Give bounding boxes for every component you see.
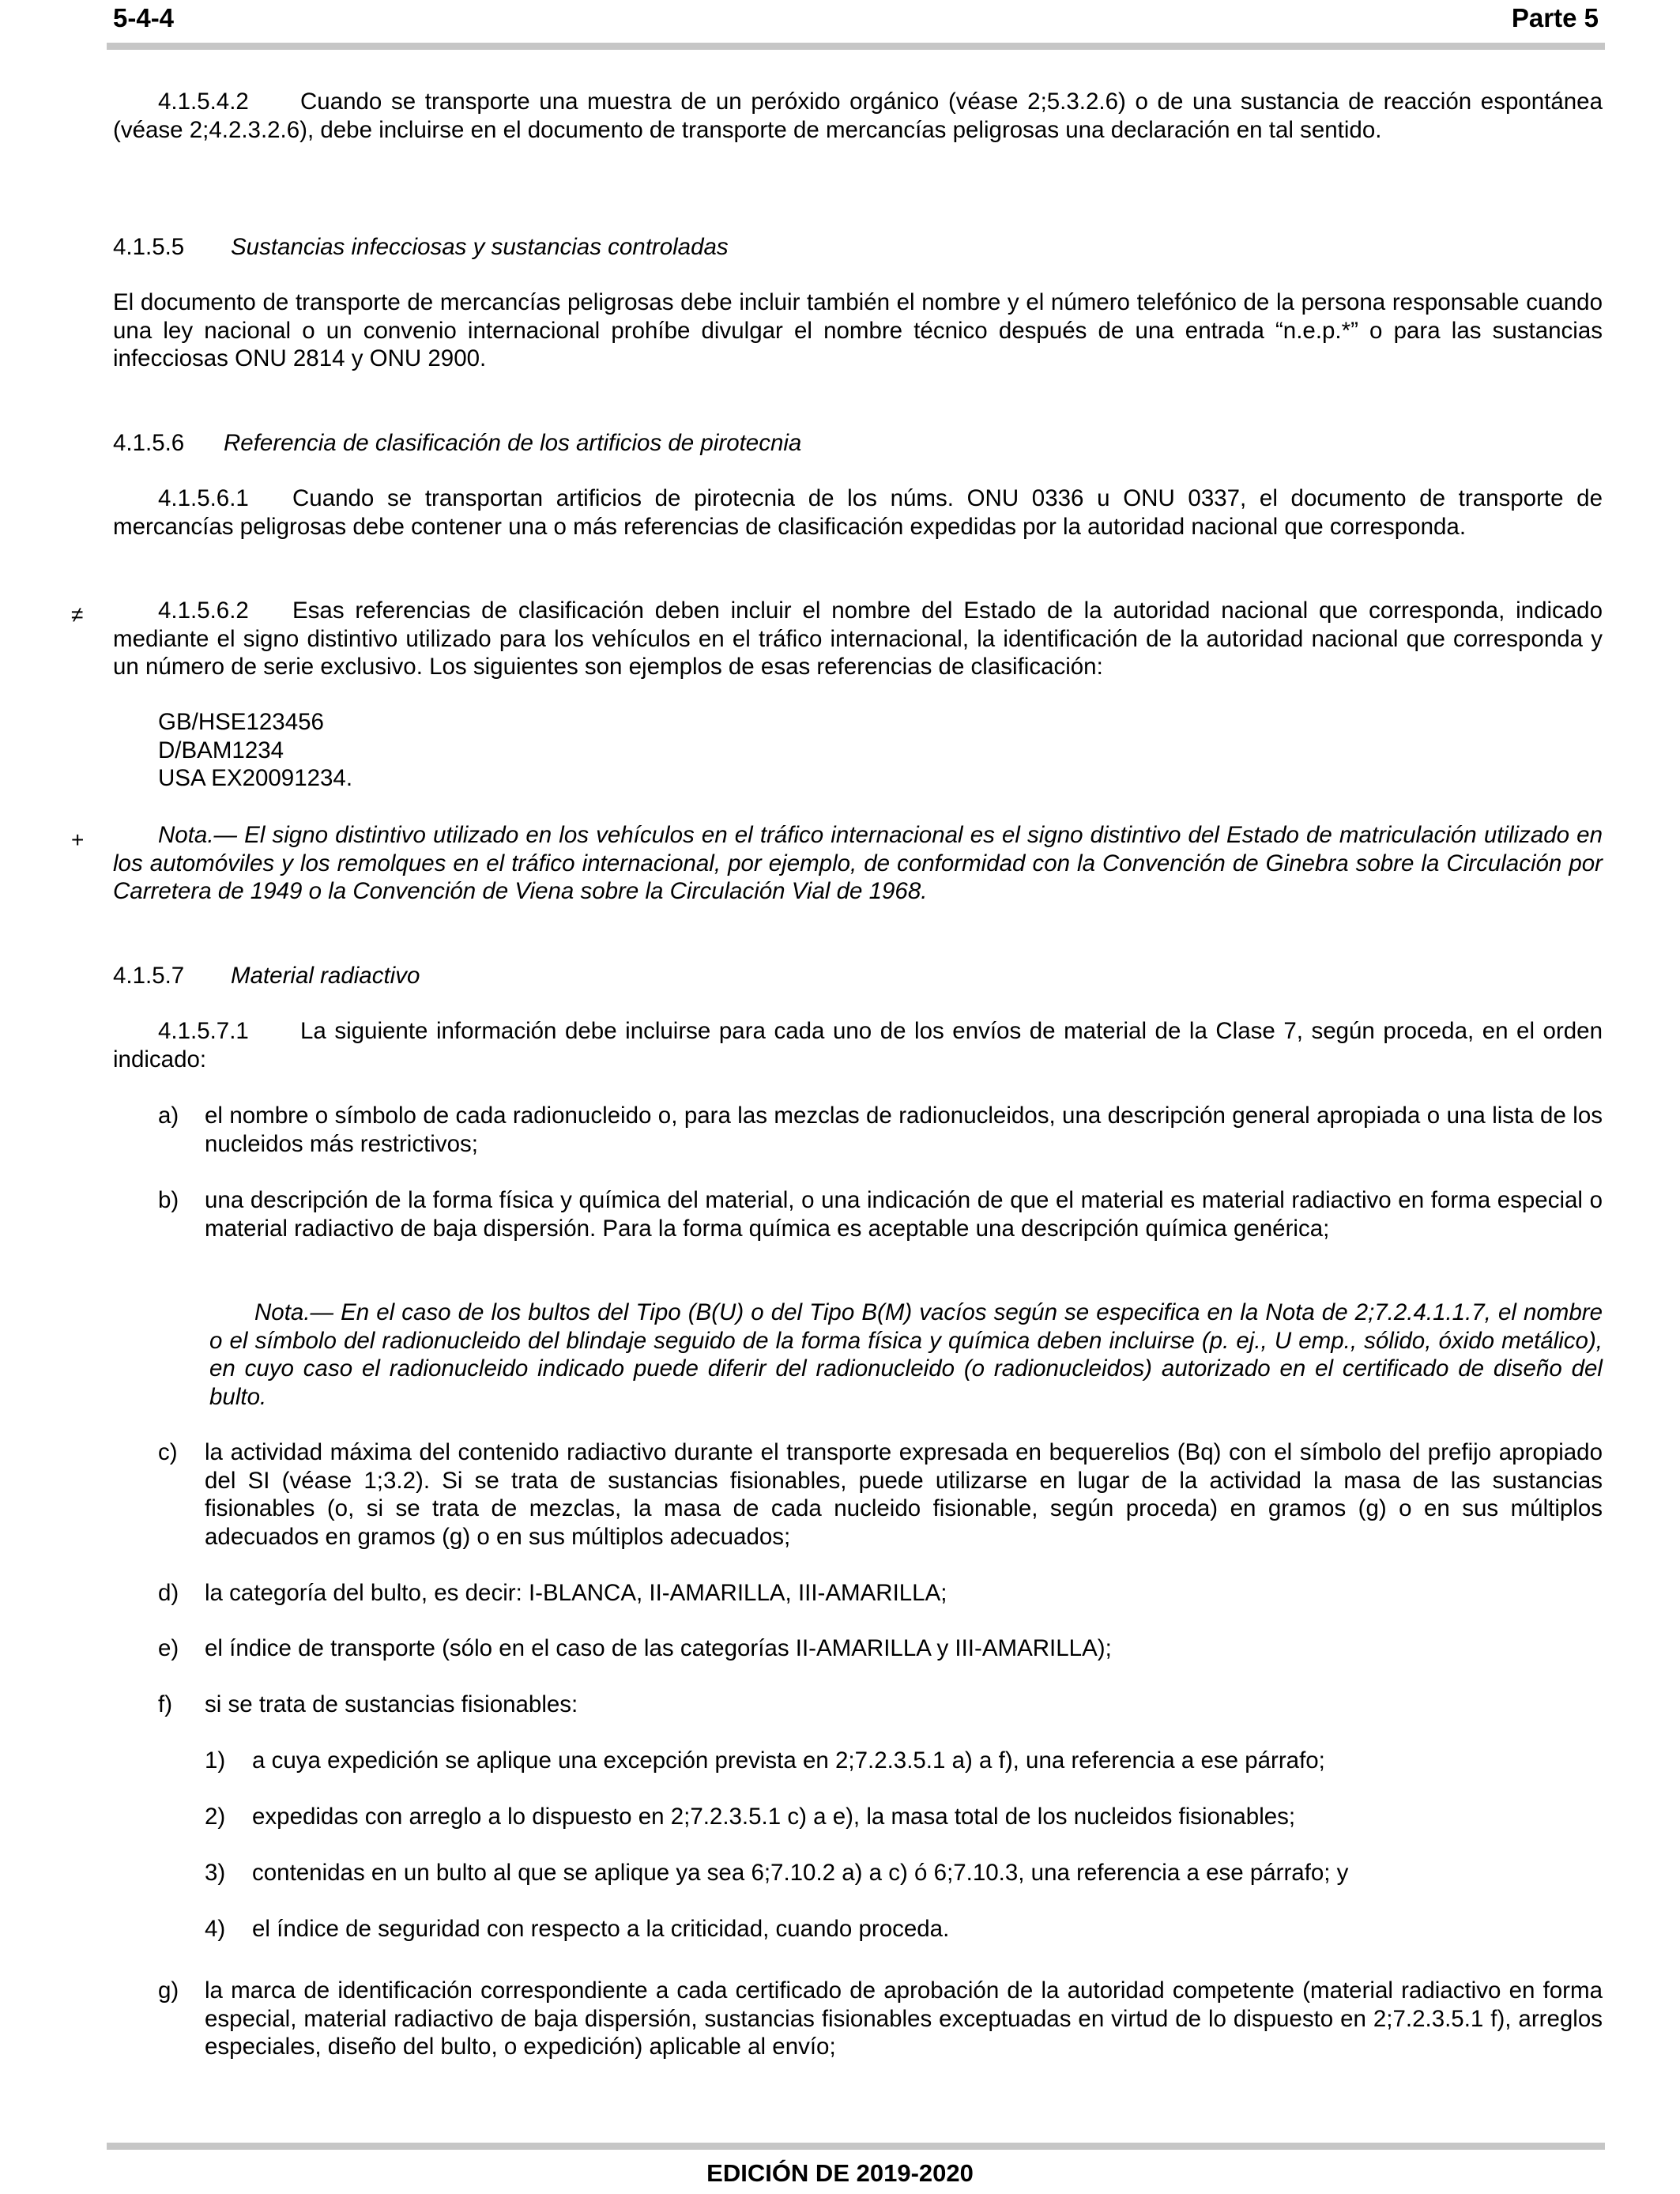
sublist-item-text: expedidas con arreglo a lo dispuesto en 2;7.2.3.5.1 c) a e), la masa total de los nucleidos fisionables;: [252, 1804, 1296, 1830]
paragraph-text: La siguiente información debe incluirse para cada uno de los envíos de material de la Clase 7, según proceda, en el orden indicado:: [113, 1018, 1603, 1072]
sublist-item-label: 3): [205, 1860, 226, 1886]
paragraph-number: 4.1.5.6.2: [158, 598, 249, 624]
paragraph-4-1-5-6-2: [113, 597, 1603, 681]
paragraph-4-1-5-5: El documento de transporte de mercancías peligrosas debe incluir también el nombre y el número telefónico de la persona responsable cuando una ley nacional o un convenio internacional prohíbe divulgar el nombre técnico después de una entrada “n.e.p.*” o para las sustancias infecciosas ONU 2814 y ONU 2900.: [113, 289, 1603, 371]
note-label: Nota.—: [158, 822, 238, 848]
list-item-c: [113, 1438, 1603, 1551]
list-item-text: la marca de identificación correspondiente a cada certificado de aprobación de la autoridad competente (material radiactivo en forma especial, material radiactivo de baja dispersión, sustancias fisionables exceptuadas en virtud de lo dispuesto en 2;7.2.3.5.1 f), arreglos especiales, diseño del bulto, o expedición) aplicable al envío;: [205, 1977, 1603, 2060]
section-heading-4-1-5-7: [113, 962, 420, 990]
list-item-text: el índice de transporte (sólo en el caso de las categorías II-AMARILLA y III-AMARILLA);: [205, 1635, 1112, 1661]
note-label: Nota.—: [254, 1299, 334, 1325]
section-number: 4.1.5.6: [113, 430, 185, 456]
edition-footer: EDICIÓN DE 2019-2020: [706, 2159, 974, 2187]
paragraph-number: 4.1.5.7.1: [158, 1018, 249, 1044]
list-item-e: [113, 1634, 1603, 1663]
part-label: Parte 5: [1511, 3, 1599, 32]
sublist-item-4: [113, 1915, 1603, 1943]
sublist-item-3: [113, 1859, 1603, 1887]
section-heading-4-1-5-5: [113, 233, 729, 262]
list-item-text: si se trata de sustancias fisionables:: [205, 1691, 578, 1717]
list-item-label: a): [158, 1103, 179, 1129]
section-title: Referencia de clasificación de los artificios de pirotecnia: [224, 430, 802, 456]
list-item-label: f): [158, 1691, 173, 1717]
section-number: 4.1.5.7: [113, 963, 185, 989]
paragraph-text: Cuando se transporte una muestra de un peróxido orgánico (véase 2;5.3.2.6) o de una sustancia de reacción espontánea (véase 2;4.2.3.2.6), debe incluirse en el documento de transporte de mercancías peligrosas una declaración en tal sentido.: [113, 89, 1603, 143]
list-item-text: la actividad máxima del contenido radiactivo durante el transporte expresada en bequerelios (Bq) con el símbolo del prefijo apropiado del SI (véase 1;3.2). Si se trata de sustancias fisionables, puede utilizarse en lugar de la actividad la masa de las sustancias fisionables (o, si se trata de mezclas, la masa de cada nucleido fisionable, según proceda) en gramos (g) o en sus múltiplos adecuados en gramos (g) o en sus múltiplos adecuados;: [205, 1439, 1603, 1550]
addition-mark: +: [71, 827, 85, 852]
example-item: GB/HSE123456: [158, 709, 324, 735]
section-title: Sustancias infecciosas y sustancias controladas: [231, 234, 729, 260]
example-item: USA EX20091234.: [158, 765, 353, 791]
section-number: 4.1.5.5: [113, 234, 185, 260]
sublist-item-text: a cuya expedición se aplique una excepción prevista en 2;7.2.3.5.1 a) a f), una referencia a ese párrafo;: [252, 1747, 1325, 1774]
list-item-label: b): [158, 1187, 179, 1213]
list-item-text: la categoría del bulto, es decir: I-BLANCA, II-AMARILLA, III-AMARILLA;: [205, 1580, 947, 1606]
list-item-a: [113, 1102, 1603, 1158]
sublist-item-text: el índice de seguridad con respecto a la criticidad, cuando proceda.: [252, 1916, 950, 1942]
example-item: D/BAM1234: [158, 737, 284, 763]
footer-rule: [107, 2143, 1605, 2150]
list-item-b: [113, 1186, 1603, 1242]
change-mark: ≠: [71, 602, 84, 627]
paragraph-number: 4.1.5.6.1: [158, 485, 249, 511]
sublist-item-1: [113, 1747, 1603, 1775]
note-text: El signo distintivo utilizado en los vehículos en el tráfico internacional es el signo distintivo del Estado de matriculación utilizado en los automóviles y los remolques en el tráfico internacional, por ejemplo, de conformidad con la Convención de Ginebra sobre la Circulación por Carretera de 1949 o la Convención de Viena sobre la Circulación Vial de 1968.: [113, 822, 1603, 904]
example-list: [113, 708, 352, 793]
list-item-label: g): [158, 1977, 179, 2004]
page-number: 5-4-4: [113, 3, 175, 32]
paragraph-4-1-5-4-2: [113, 88, 1603, 144]
note-text: En el caso de los bultos del Tipo (B(U) o del Tipo B(M) vacíos según se especifica en la Nota de 2;7.2.4.1.1.7, el nombre o el símbolo del radionucleido del blindaje seguido de la forma física y química deben incluirse (p. ej., U emp., sólido, óxido metálico), en cuyo caso el radionucleido indicado puede diferir del radionucleido (o radionucleidos) autorizado en el certificado de diseño del bulto.: [209, 1299, 1603, 1410]
list-item-f: [113, 1691, 1603, 1719]
list-item-label: e): [158, 1635, 179, 1661]
list-item-label: c): [158, 1439, 178, 1465]
note-item-b: [113, 1299, 1603, 1411]
header-rule: [107, 43, 1605, 50]
paragraph-4-1-5-6-1: [113, 484, 1603, 541]
paragraph-number: 4.1.5.4.2: [158, 89, 249, 115]
paragraph-4-1-5-7-1: [113, 1017, 1603, 1073]
note-4-1-5-6-2: [113, 821, 1603, 906]
paragraph-text: Esas referencias de clasificación deben incluir el nombre del Estado de la autoridad nacional que corresponda, indicado mediante el signo distintivo utilizado para los vehículos en el tráfico internacional, la identificación de la autoridad nacional que corresponda y un número de serie exclusivo. Los siguientes son ejemplos de esas referencias de clasificación:: [113, 598, 1603, 680]
sublist-item-label: 1): [205, 1747, 226, 1774]
list-item-text: el nombre o símbolo de cada radionucleido o, para las mezclas de radionucleidos, una descripción general apropiada o una lista de los nucleidos más restrictivos;: [205, 1103, 1603, 1157]
page-header: [113, 2, 1599, 35]
section-heading-4-1-5-6: [113, 429, 801, 458]
sublist-item-text: contenidas en un bulto al que se aplique ya sea 6;7.10.2 a) a c) ó 6;7.10.3, una referencia a ese párrafo; y: [252, 1860, 1349, 1886]
list-item-label: d): [158, 1580, 179, 1606]
paragraph-text: Cuando se transportan artificios de pirotecnia de los núms. ONU 0336 u ONU 0337, el documento de transporte de mercancías peligrosas debe contener una o más referencias de clasificación expedidas por la autoridad nacional que corresponda.: [113, 485, 1603, 540]
sublist-item-label: 2): [205, 1804, 226, 1830]
sublist-item-2: [113, 1803, 1603, 1831]
sublist-item-label: 4): [205, 1916, 226, 1942]
list-item-g: [113, 1977, 1603, 2061]
list-item-text: una descripción de la forma física y química del material, o una indicación de que el material es material radiactivo en forma especial o material radiactivo de baja dispersión. Para la forma química es aceptable una descripción química genérica;: [205, 1187, 1603, 1242]
section-title: Material radiactivo: [231, 963, 420, 989]
list-item-d: [113, 1579, 1603, 1608]
